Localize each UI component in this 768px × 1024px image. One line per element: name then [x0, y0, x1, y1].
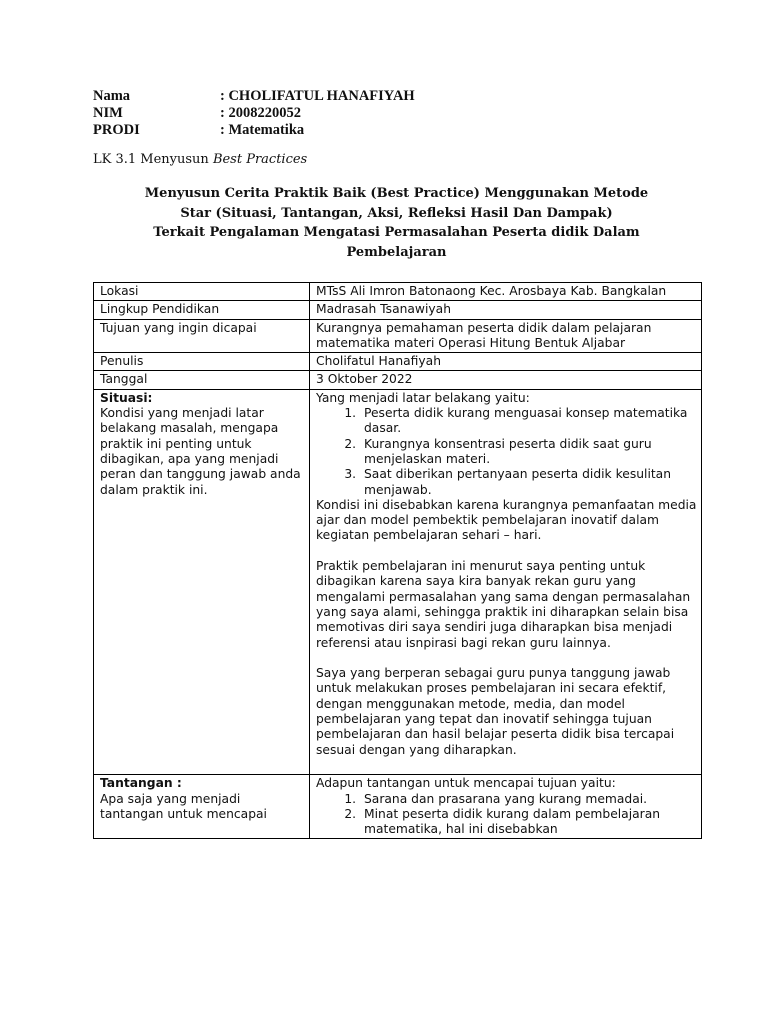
identity-block [93, 88, 415, 139]
table-row-tantangan [94, 775, 702, 839]
list-item: 2. Minat peserta didik kurang dalam pembelajaran matematika, hal ini disebabkan [360, 807, 697, 838]
list-item: 2. Kurangnya konsentrasi peserta didik saat guru menjelaskan materi. [360, 437, 697, 468]
situasi-label-cell [94, 389, 310, 774]
best-practice-table [93, 282, 702, 839]
paragraph: Kondisi ini disebabkan karena kurangnya pemanfaatan media ajar dan model pembektik pembelajaran inovatif dalam kegiatan pembelajaran sehari – hari. [316, 497, 697, 543]
assignment-title-italic: Best Practices [212, 152, 308, 167]
row-value: Kurangnya pemahaman peserta didik dalam pelajaran matematika materi Operasi Hitung Bentuk Aljabar [310, 319, 702, 353]
identity-value: : 2008220052 [220, 105, 301, 121]
situasi-content-cell [310, 389, 702, 774]
row-value: 3 Oktober 2022 [310, 371, 702, 389]
section-title: Situasi: [100, 390, 153, 405]
identity-value: : CHOLIFATUL HANAFIYAH [220, 88, 415, 104]
identity-label: PRODI [93, 122, 140, 138]
list-item: 1. Sarana dan prasarana yang kurang memadai. [360, 792, 697, 807]
heading-line: Terkait Pengalaman Mengatasi Permasalahan Peserta didik Dalam [153, 225, 640, 240]
row-label: Penulis [94, 353, 310, 371]
heading-line: Star (Situasi, Tantangan, Aksi, Refleksi Hasil Dan Dampak) [180, 205, 613, 221]
section-description: Apa saja yang menjadi tantangan untuk mencapai [100, 791, 267, 821]
row-label: Lokasi [94, 283, 310, 301]
table-row-situasi [94, 389, 702, 774]
identity-label: Nama [93, 88, 131, 104]
document-heading [93, 184, 700, 262]
section-description: Kondisi yang menjadi latar belakang masalah, mengapa praktik ini penting untuk dibagikan, apa yang menjadi peran dan tanggung jawab anda dalam praktik ini. [100, 406, 301, 497]
tantangan-list [316, 792, 697, 838]
row-value: Madrasah Tsanawiyah [310, 301, 702, 319]
list-item: 1. Peserta didik kurang menguasai konsep matematika dasar. [360, 406, 697, 437]
section-intro: Adapun tantangan untuk mencapai tujuan yaitu: [316, 776, 616, 791]
section-intro: Yang menjadi latar belakang yaitu: [316, 390, 530, 405]
identity-row-nim [93, 105, 415, 122]
row-label: Tujuan yang ingin dicapai [94, 319, 310, 353]
heading-line: Pembelajaran [346, 244, 447, 260]
assignment-title-prefix: LK 3.1 Menyusun [93, 152, 213, 167]
assignment-title [93, 152, 307, 168]
identity-value: : Matematika [220, 122, 305, 138]
row-value: MTsS Ali Imron Batonaong Kec. Arosbaya Kab. Bangkalan [310, 283, 702, 301]
table-row-lingkup [94, 301, 702, 319]
table-row-tujuan [94, 319, 702, 353]
list-item: 3. Saat diberikan pertanyaan peserta didik kesulitan menjawab. [360, 467, 697, 498]
identity-row-prodi [93, 122, 415, 139]
row-label: Lingkup Pendidikan [94, 301, 310, 319]
identity-row-nama [93, 88, 415, 105]
section-title: Tantangan : [100, 776, 182, 791]
table-row-lokasi [94, 283, 702, 301]
paragraph: Saya yang berperan sebagai guru punya tanggung jawab untuk melakukan proses pembelajaran ini secara efektif, dengan menggunakan metode, media, dan model pembelajaran yang tepat dan inovatif sehingga tujuan pembelajaran dan hasil belajar peserta didik bisa tercapai sesuai dengan yang diharapkan. [316, 666, 675, 757]
paragraph: Praktik pembelajaran ini menurut saya penting untuk dibagikan karena saya kira banyak rekan guru yang mengalami permasalahan yang sama dengan permasalahan yang saya alami, sehingga praktik ini diharapkan selain bisa memotivas diri saya sendiri juga diharapkan bisa menjadi referensi atau isnpirasi bagi rekan guru lainnya. [316, 559, 691, 650]
tantangan-content-cell [310, 775, 702, 839]
identity-label: NIM [93, 105, 123, 121]
row-label: Tanggal [94, 371, 310, 389]
tantangan-label-cell [94, 775, 310, 839]
situasi-list [316, 406, 697, 498]
row-value: Cholifatul Hanafiyah [310, 353, 702, 371]
table-row-penulis [94, 353, 702, 371]
heading-line: Menyusun Cerita Praktik Baik (Best Practice) Menggunakan Metode [144, 186, 649, 201]
table-row-tanggal [94, 371, 702, 389]
